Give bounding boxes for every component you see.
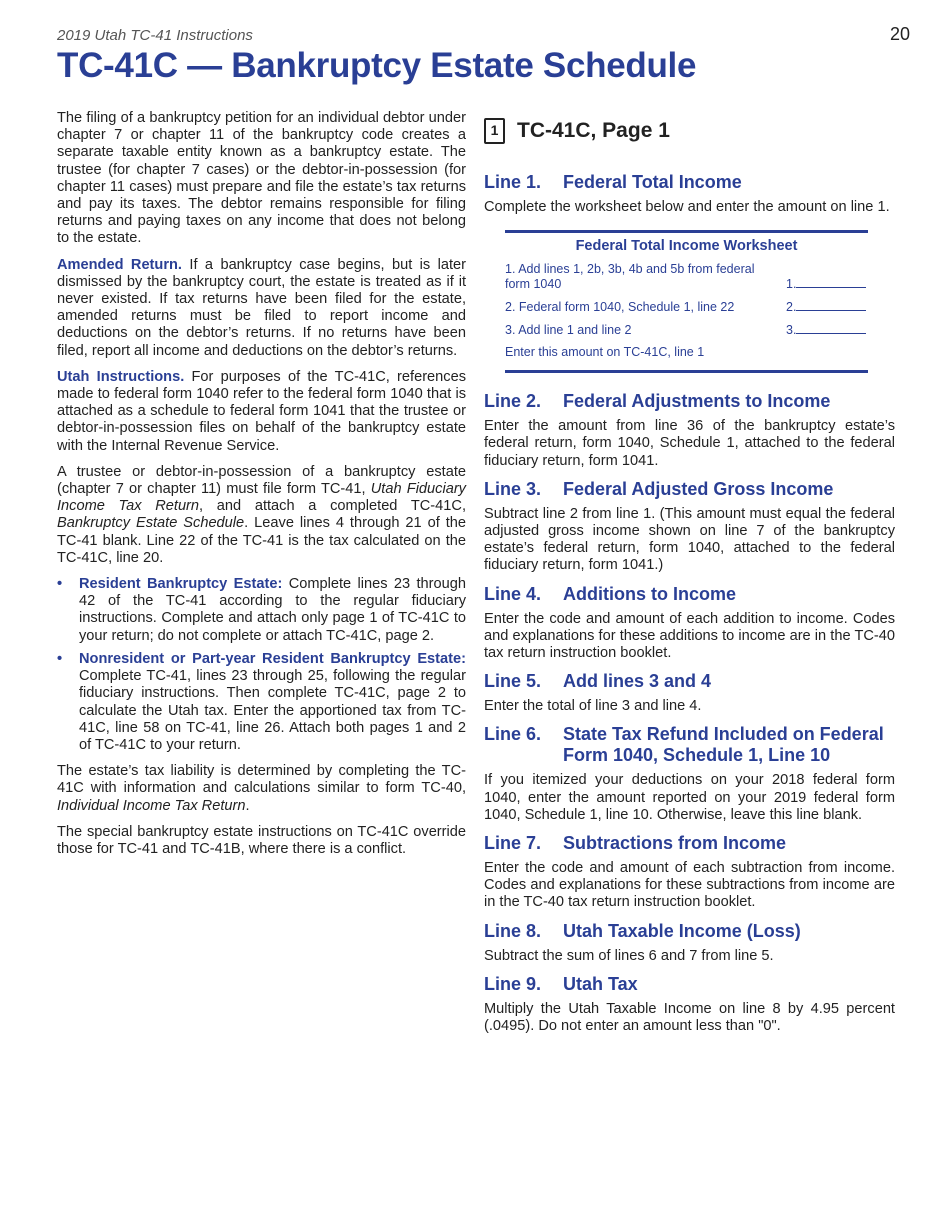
line-heading — [484, 391, 895, 412]
line-text: Enter the amount from line 36 of the bankruptcy estate’s federal return, form 1040, Schedule 1, attached to the federal fiduciary return, form 1041. — [484, 418, 895, 469]
list-item — [57, 651, 466, 754]
page-number: 20 — [890, 24, 911, 44]
amended-return-text: If a bankruptcy case begins, but is later dismissed by the bankruptcy court, the estate is treated as if it never existed. If tax returns have been filed for the estate, amended returns must be filed to report income and deductions on the debtor’s returns. If no returns have been filed, report all income and deductions on the debtor’s returns. — [57, 256, 466, 359]
section-title: TC-41C, Page 1 — [517, 119, 670, 143]
line-number: Line 3. — [484, 478, 542, 499]
line-number: Line 9. — [484, 973, 542, 994]
line-heading — [484, 724, 895, 766]
nonresident-estate-label: Nonresident or Part-year Resident Bankruptcy Estate: — [79, 650, 466, 667]
utah-instructions-paragraph — [57, 369, 466, 455]
line-title: Additions to Income — [563, 583, 736, 604]
worksheet-row — [505, 299, 868, 315]
amended-return-paragraph — [57, 257, 466, 360]
line-number: Line 6. — [484, 724, 542, 745]
line-text: Enter the code and amount of each addition to income. Codes and explanations for these additions to income are in the TC-40 tax return instruction booklet. — [484, 610, 895, 662]
page-title: TC-41C — Bankruptcy Estate Schedule — [57, 46, 697, 85]
form-name-tc41: Utah Fiduciary Income Tax Return — [57, 481, 466, 515]
bullet-icon: • — [57, 576, 63, 593]
line-heading — [484, 671, 895, 692]
worksheet-entry — [786, 299, 868, 315]
line-heading — [484, 921, 895, 942]
worksheet-entry — [786, 322, 868, 338]
tax-liability-text-a: The estate’s tax liability is determined by completing the TC-41C with information and calculations similar to form TC-40, — [57, 763, 466, 797]
worksheet-blank — [796, 322, 866, 334]
worksheet-row-number: 2. — [786, 300, 797, 315]
worksheet-row-label: 1. Add lines 1, 2b, 3b, 4b and 5b from federal form 1040 — [505, 262, 755, 292]
page-one-icon: 1 — [484, 118, 505, 144]
utah-instructions-text: For purposes of the TC-41C, references made to federal form 1040 refer to the federal form 1040 that is attached as a schedule to federal form 1041 that the trustee or debtor-in-possession files on behalf of the bankruptcy estate with the Internal Revenue Service. — [57, 368, 466, 454]
line-heading — [484, 172, 895, 193]
worksheet-row-label: 3. Add line 1 and line 2 — [505, 323, 632, 338]
worksheet-row — [505, 322, 868, 338]
worksheet-final-instruction: Enter this amount on TC-41C, line 1 — [505, 345, 705, 360]
trustee-text-a: A trustee or debtor-in-possession of a bankruptcy estate (chapter 7 or chapter 11) must file form TC-41, — [57, 463, 466, 498]
line-number: Line 8. — [484, 920, 542, 941]
utah-instructions-label: Utah Instructions. — [57, 368, 185, 385]
line-title: Utah Tax — [563, 973, 638, 994]
line-number: Line 4. — [484, 583, 542, 604]
form-name-tc41c: Bankruptcy Estate Schedule — [57, 515, 245, 532]
form-name-tc40: Individual Income Tax Return — [57, 797, 246, 814]
worksheet-row — [505, 262, 868, 292]
worksheet-row-number: 1. — [786, 277, 797, 292]
federal-total-income-worksheet — [505, 230, 868, 373]
line-text: Multiply the Utah Taxable Income on line 8 by 4.95 percent (.0495). Do not enter an amount less than "0". — [484, 1000, 895, 1035]
line-heading — [484, 833, 895, 854]
right-column — [484, 110, 895, 1044]
line-text: Enter the code and amount of each subtraction from income. Codes and explanations for these subtractions from income are in the TC-40 tax return instruction booklet. — [484, 860, 895, 911]
line-text: Complete the worksheet below and enter the amount on line 1. — [484, 199, 890, 215]
intro-paragraph: The filing of a bankruptcy petition for an individual debtor under chapter 7 or chapter 11 of the bankruptcy code creates a separate taxable entity known as a bankruptcy estate. The trustee (for chapter 7 cases) or the debtor-in-possession (for chapter 11 cases) must prepare and file the estate’s tax returns and pay its taxes. The debtor remains responsible for filing returns and paying taxes on any income that does not belong to the estate. — [57, 110, 466, 247]
line-heading — [484, 974, 895, 995]
line-title: Add lines 3 and 4 — [563, 671, 712, 692]
estate-type-list — [57, 576, 466, 754]
line-number: Line 1. — [484, 172, 542, 192]
line-title: Federal Total Income — [563, 172, 742, 192]
line-number: Line 7. — [484, 833, 542, 854]
nonresident-estate-text: Complete TC-41, lines 23 through 25, following the regular fiduciary instructions. Then complete TC-41C, page 2 to calculate the Utah tax. Enter the apportioned tax from TC-41C, line 58 on TC-41, line 26. Attach both pages 1 and 2 of TC-41C to your return. — [79, 668, 466, 753]
worksheet-blank — [796, 299, 866, 311]
worksheet-row-label: 2. Federal form 1040, Schedule 1, line 22 — [505, 300, 735, 315]
line-text: Subtract the sum of lines 6 and 7 from line 5. — [484, 947, 774, 964]
left-column — [57, 110, 466, 867]
line-title: State Tax Refund Included on Federal Form 1040, Schedule 1, Line 10 — [563, 724, 884, 766]
tax-liability-text-b: . — [245, 797, 250, 814]
trustee-text-c: . Leave lines 4 through 21 of the TC-41 blank. Line 22 of the TC-41 is the tax calculated on the TC-41C, line 20. — [57, 515, 466, 566]
worksheet-title: Federal Total Income Worksheet — [575, 238, 798, 255]
line-title: Federal Adjustments to Income — [563, 391, 831, 412]
tax-liability-paragraph — [57, 763, 466, 815]
line-text: Subtract line 2 from line 1. (This amount must equal the federal adjusted gross income shown on line 7 of the bankruptcy estate’s federal return, form 1040, attached to the federal fiduciary return, form 1041.) — [484, 505, 895, 574]
trustee-paragraph — [57, 464, 466, 567]
line-number: Line 5. — [484, 671, 542, 692]
line-title: Utah Taxable Income (Loss) — [563, 920, 801, 941]
worksheet-row-number: 3. — [786, 323, 797, 338]
line-title: Federal Adjusted Gross Income — [563, 478, 834, 499]
line-heading — [484, 584, 895, 605]
line-number: Line 2. — [484, 391, 542, 412]
trustee-text-b: , and attach a completed TC-41C, — [199, 498, 466, 515]
resident-estate-label: Resident Bankruptcy Estate: — [79, 576, 283, 593]
worksheet-entry — [786, 276, 868, 292]
running-header: 2019 Utah TC-41 Instructions — [57, 27, 253, 44]
resident-estate-text: Complete lines 23 through 42 of the TC-41 according to the regular fiduciary instructions. Complete and attach only page 1 of TC-41C to your return; do not complete or attach TC-41C, page 2. — [79, 576, 466, 644]
amended-return-label: Amended Return. — [57, 256, 182, 273]
line-title: Subtractions from Income — [563, 833, 787, 854]
line-text: Enter the total of line 3 and line 4. — [484, 698, 702, 715]
line-text: If you itemized your deductions on your 2018 federal form 1040, enter the amount reported on your 2019 federal form 1040, Schedule 1, line 10. Otherwise, leave this line blank. — [484, 772, 895, 823]
line-heading — [484, 479, 895, 500]
list-item — [57, 576, 466, 645]
section-heading — [484, 118, 895, 144]
override-paragraph: The special bankruptcy estate instructions on TC-41C override those for TC-41 and TC-41B, where there is a conflict. — [57, 823, 466, 857]
bullet-icon: • — [57, 650, 63, 667]
worksheet-blank — [796, 276, 866, 288]
